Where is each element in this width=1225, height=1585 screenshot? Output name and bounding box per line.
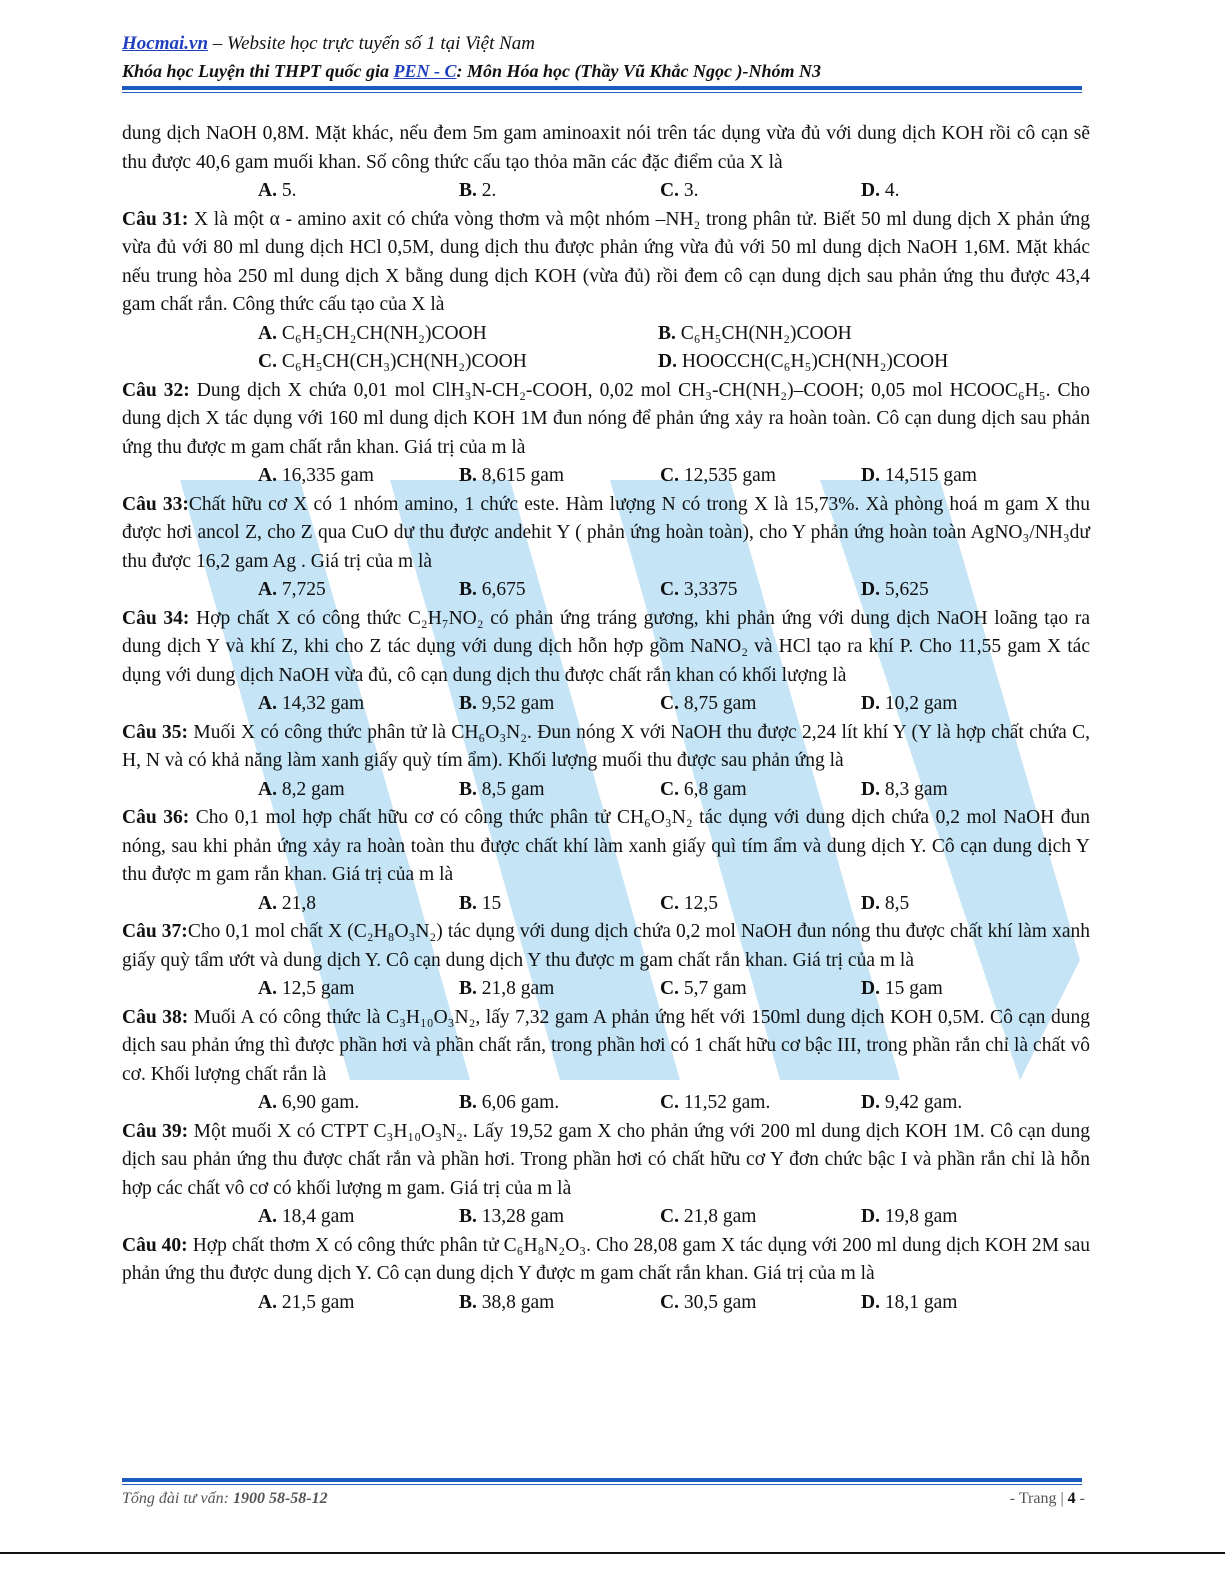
option-value: C₆H₅CH(NH₂)COOH bbox=[675, 322, 852, 344]
option-letter: C. bbox=[660, 693, 679, 714]
option-letter: B. bbox=[459, 978, 477, 999]
option-value: 18,1 gam bbox=[879, 1291, 958, 1313]
question-body: Muối X có công thức phân tử là CH₆O₃N₂. Đun nóng X với NaOH thu được 2,24 lít khí Y (Y là hợp chất chứa C, H, N và có khả năng làm xanh giấy quỳ tím ẩm). Khối lượng muối thu được sau phản ứng là bbox=[122, 721, 1091, 771]
answer-option[interactable] bbox=[459, 776, 660, 805]
option-letter: C. bbox=[660, 180, 679, 201]
bottom-divider bbox=[0, 1552, 1225, 1554]
option-letter: C. bbox=[660, 978, 679, 999]
option-value: 12,5 bbox=[678, 892, 718, 914]
answer-option[interactable] bbox=[861, 576, 1062, 605]
answer-option[interactable] bbox=[258, 177, 459, 206]
options-row bbox=[122, 1089, 1090, 1118]
question-label: Câu 35: bbox=[122, 721, 189, 743]
option-letter: B. bbox=[459, 892, 477, 914]
question-body: Cho 0,1 mol chất X (C₂H₈O₃N₂) tác dụng với dung dịch chứa 0,2 mol NaOH đun nóng thu được chất khí làm xanh giấy quỳ tẩm ướt và dung dịch Y. Cô cạn dung dịch Y thu được m gam chất rắn khan. Giá trị của m là bbox=[122, 921, 1090, 971]
page-number: 4 bbox=[1067, 1490, 1076, 1507]
option-value: HOOCCH(C₆H₅)CH(NH₂)COOH bbox=[676, 351, 949, 372]
answer-option[interactable] bbox=[258, 320, 658, 349]
option-letter: D. bbox=[861, 778, 880, 800]
header-line-1 bbox=[122, 30, 1082, 58]
question-body: dung dịch NaOH 0,8M. Mặt khác, nếu đem 5m gam aminoaxit nói trên tác dụng vừa đủ với dung dịch KOH rồi cô cạn sẽ thu được 40,6 gam muối khan. Số công thức cấu tạo thỏa mãn các đặc điểm của X là bbox=[122, 123, 1090, 173]
answer-option[interactable] bbox=[861, 1089, 1062, 1118]
answer-option[interactable] bbox=[459, 1089, 660, 1118]
hotline-number: 1900 58-58-12 bbox=[232, 1490, 328, 1507]
option-letter: B. bbox=[459, 180, 477, 201]
answer-option[interactable] bbox=[660, 975, 861, 1004]
option-letter: B. bbox=[459, 1206, 477, 1227]
header-rule-thick bbox=[122, 86, 1082, 90]
question-label: Câu 38: bbox=[122, 1006, 189, 1028]
answer-option[interactable] bbox=[459, 576, 660, 605]
question-body: X là một α - amino axit có chứa vòng thơm và một nhóm –NH₂ trong phân tử. Biết 50 ml dung dịch X phản ứng vừa đủ với 80 ml dung dịch HCl 0,5M, dung dịch thu được phản ứng vừa đủ với 50 ml dung dịch NaOH 1,6M. Mặt khác nếu trung hòa 250 ml dung dịch X bằng dung dịch KOH (vừa đủ) rồi đem cô cạn dung dịch sau phản ứng thu được 43,4 gam chất rắn. Công thức cấu tạo của X là bbox=[122, 208, 1091, 315]
option-value: 8,75 gam bbox=[678, 693, 757, 714]
answer-option[interactable] bbox=[658, 320, 1058, 349]
option-value: 14,32 gam bbox=[276, 693, 365, 714]
option-value: 21,8 gam bbox=[678, 1206, 757, 1227]
option-letter: D. bbox=[861, 180, 880, 201]
option-value: 3,3375 bbox=[678, 579, 738, 600]
footer-hotline bbox=[122, 1490, 328, 1508]
option-value: 12,535 gam bbox=[678, 465, 776, 486]
option-letter: D. bbox=[861, 693, 880, 714]
question-body: Dung dịch X chứa 0,01 mol ClH₃N-CH₂-COOH, 0,02 mol CH₃-CH(NH₂)–COOH; 0,05 mol HCOOC₆H₅. Cho dung dịch X tác dụng với 160 ml dung dịch KOH 1M đun nóng để phản ứng xảy ra hoàn toàn. Cô cạn dung dịch sau phản ứng thu được m gam chất rắn khan. Giá trị của m là bbox=[122, 379, 1090, 458]
question-label: Câu 40: bbox=[122, 1234, 188, 1256]
options-row bbox=[122, 890, 1090, 919]
answer-option[interactable] bbox=[861, 1203, 1062, 1232]
course-link[interactable]: PEN - C bbox=[393, 61, 457, 81]
page-suffix: - bbox=[1075, 1490, 1085, 1507]
question-label: Câu 34: bbox=[122, 607, 190, 629]
option-letter: A. bbox=[258, 1092, 277, 1113]
option-value: 18,4 gam bbox=[276, 1206, 355, 1227]
option-value: 21,8 bbox=[276, 892, 316, 914]
option-letter: A. bbox=[258, 693, 277, 714]
option-letter: B. bbox=[459, 693, 477, 714]
options-row bbox=[122, 576, 1090, 605]
answer-option[interactable] bbox=[861, 975, 1062, 1004]
option-letter: A. bbox=[258, 465, 277, 486]
answer-option[interactable] bbox=[658, 348, 1058, 377]
answer-option[interactable] bbox=[459, 890, 660, 919]
option-value: C₆H₅CH(CH₃)CH(NH₂)COOH bbox=[276, 351, 527, 372]
options-row bbox=[122, 776, 1090, 805]
answer-option[interactable] bbox=[258, 690, 459, 719]
answer-option[interactable] bbox=[861, 690, 1062, 719]
option-value: 38,8 gam bbox=[476, 1291, 555, 1313]
answer-option[interactable] bbox=[660, 776, 861, 805]
option-letter: A. bbox=[258, 180, 277, 201]
option-value: 6,8 gam bbox=[678, 778, 747, 800]
option-value: 16,335 gam bbox=[276, 465, 374, 486]
answer-option[interactable] bbox=[258, 1289, 459, 1318]
option-value: 9,42 gam. bbox=[879, 1092, 963, 1113]
footer-rule-thick bbox=[122, 1478, 1082, 1482]
answer-option[interactable] bbox=[258, 348, 658, 377]
option-letter: D. bbox=[861, 978, 880, 999]
option-value: 21,5 gam bbox=[276, 1291, 355, 1313]
option-letter: A. bbox=[258, 579, 277, 600]
answer-option[interactable] bbox=[459, 690, 660, 719]
option-letter: A. bbox=[258, 978, 277, 999]
answer-option[interactable] bbox=[660, 1089, 861, 1118]
option-letter: A. bbox=[258, 892, 277, 914]
answer-option[interactable] bbox=[861, 776, 1062, 805]
option-letter: D. bbox=[861, 1206, 880, 1227]
option-letter: C. bbox=[660, 778, 679, 800]
option-letter: C. bbox=[660, 1206, 679, 1227]
option-value: 8,5 gam bbox=[476, 778, 545, 800]
option-letter: D. bbox=[861, 465, 880, 486]
option-value: 19,8 gam bbox=[879, 1206, 958, 1227]
option-value: 12,5 gam bbox=[276, 978, 355, 999]
option-letter: D. bbox=[658, 351, 677, 372]
option-value: 8,5 bbox=[879, 892, 910, 914]
option-value: 6,06 gam. bbox=[476, 1092, 560, 1113]
header-tagline: – Website học trực tuyến số 1 tại Việt Nam bbox=[208, 33, 536, 54]
option-value: 11,52 gam. bbox=[678, 1092, 771, 1113]
option-value: 21,8 gam bbox=[476, 978, 555, 999]
option-letter: A. bbox=[258, 1206, 277, 1227]
option-value: 3. bbox=[678, 180, 699, 201]
page-label: - Trang | bbox=[1009, 1490, 1068, 1507]
option-value: 15 gam bbox=[879, 978, 943, 999]
answer-option[interactable] bbox=[660, 1203, 861, 1232]
question-text bbox=[122, 491, 1090, 577]
question-text bbox=[122, 804, 1090, 890]
footer-page-number bbox=[1010, 1490, 1085, 1508]
answer-option[interactable] bbox=[459, 1289, 660, 1318]
question-body: Hợp chất X có công thức C₂H₇NO₂ có phản ứng tráng gương, khi phản ứng với dung dịch NaOH loãng tạo ra dung dịch Y và khí Z, khi cho Z tác dụng với dung dịch hỗn hợp gồm NaNO₂ và HCl tạo ra khí P. Cho 11,55 gam X tác dụng với dung dịch NaOH vừa đủ, cô cạn dung dịch thu được chất rắn khan có khối lượng là bbox=[122, 607, 1090, 686]
answer-option[interactable] bbox=[258, 576, 459, 605]
answer-option[interactable] bbox=[459, 975, 660, 1004]
header-line-2 bbox=[122, 58, 1082, 84]
option-letter: C. bbox=[660, 1291, 679, 1313]
option-letter: A. bbox=[258, 322, 277, 344]
option-value: 14,515 gam bbox=[879, 465, 977, 486]
options-row bbox=[122, 348, 1090, 377]
answer-option[interactable] bbox=[861, 462, 1062, 491]
answer-option[interactable] bbox=[258, 776, 459, 805]
header-rule-thin bbox=[122, 92, 1082, 93]
options-row bbox=[122, 975, 1090, 1004]
option-value: 8,3 gam bbox=[879, 778, 948, 800]
answer-option[interactable] bbox=[258, 1203, 459, 1232]
answer-option[interactable] bbox=[258, 1089, 459, 1118]
question-body: Một muối X có CTPT C₃H₁₀O₃N₂. Lấy 19,52 gam X cho phản ứng với 200 ml dung dịch KOH 1M. Cô cạn dung dịch sau phản ứng thu được chất rắn và phần hơi. Trong phần hơi có chất hữu cơ Y đơn chức bậc I và phần rắn chỉ là hỗn hợp các chất vô cơ có khối lượng m gam. Giá trị của m là bbox=[122, 1120, 1090, 1199]
answer-option[interactable] bbox=[258, 975, 459, 1004]
option-value: 6,90 gam. bbox=[276, 1092, 360, 1113]
option-letter: A. bbox=[258, 1291, 277, 1313]
options-row bbox=[122, 1203, 1090, 1232]
option-value: 5. bbox=[276, 180, 297, 201]
option-letter: D. bbox=[861, 892, 880, 914]
answer-option[interactable] bbox=[861, 1289, 1062, 1318]
option-value: 8,615 gam bbox=[476, 465, 565, 486]
option-value: 15 bbox=[476, 892, 502, 914]
option-letter: B. bbox=[459, 1291, 477, 1313]
answer-option[interactable] bbox=[861, 177, 1062, 206]
option-letter: B. bbox=[459, 579, 477, 600]
question-body: Cho 0,1 mol hợp chất hữu cơ có công thức phân tử CH₆O₃N₂ tác dụng với dung dịch chứa 0,2 mol NaOH đun nóng, sau khi phản ứng xảy ra hoàn toàn thu được chất khí làm xanh giấy quì tím ẩm và dung dịch Y. Cô cạn dung dịch Y thu được m gam rắn khan. Giá trị của m là bbox=[122, 807, 1090, 885]
question-text bbox=[122, 918, 1090, 975]
answer-option[interactable] bbox=[258, 890, 459, 919]
option-value: 7,725 bbox=[276, 579, 326, 600]
answer-option[interactable] bbox=[459, 462, 660, 491]
answer-option[interactable] bbox=[660, 177, 861, 206]
answer-option[interactable] bbox=[861, 890, 1062, 919]
option-value: 5,7 gam bbox=[678, 978, 747, 999]
answer-option[interactable] bbox=[660, 1289, 861, 1318]
course-suffix: : Môn Hóa học (Thầy Vũ Khắc Ngọc )-Nhóm N3 bbox=[456, 61, 822, 81]
options-row bbox=[122, 690, 1090, 719]
answer-option[interactable] bbox=[660, 462, 861, 491]
question-body: Muối A có công thức là C₃H₁₀O₃N₂, lấy 7,32 gam A phản ứng hết với 150ml dung dịch KOH 0,5M. Cô cạn dung dịch sau phản ứng thì được phần hơi và phần chất rắn, trong phần hơi có 1 chất hữu cơ bậc III, trong phần rắn chỉ là chất vô cơ. Khối lượng chất rắn là bbox=[122, 1006, 1090, 1085]
option-letter: B. bbox=[459, 1092, 477, 1113]
question-body: Chất hữu cơ X có 1 nhóm amino, 1 chức este. Hàm lượng N có trong X là 15,73%. Xà phòng hoá m gam X thu được hơi ancol Z, cho Z qua CuO dư thu được andehit Y ( phản ứng hoàn toàn), cho Y phản ứng hoàn toàn AgNO₃/NH₃dư thu được 16,2 gam Ag . Giá trị của m là bbox=[122, 493, 1091, 572]
options-row bbox=[122, 320, 1090, 349]
question-text bbox=[122, 377, 1090, 463]
option-letter: B. bbox=[658, 322, 676, 344]
answer-option[interactable] bbox=[459, 1203, 660, 1232]
answer-option[interactable] bbox=[660, 576, 861, 605]
question-label: Câu 37: bbox=[122, 921, 188, 942]
question-label: Câu 32: bbox=[122, 379, 190, 401]
option-value: 8,2 gam bbox=[276, 778, 345, 800]
option-letter: C. bbox=[660, 1092, 679, 1113]
answer-option[interactable] bbox=[660, 690, 861, 719]
question-text bbox=[122, 719, 1090, 776]
question-text bbox=[122, 1118, 1090, 1204]
options-row bbox=[122, 177, 1090, 206]
option-value: 5,625 bbox=[879, 579, 929, 600]
answer-option[interactable] bbox=[258, 462, 459, 491]
option-letter: A. bbox=[258, 778, 277, 800]
page-header bbox=[122, 30, 1082, 84]
option-value: 10,2 gam bbox=[879, 693, 958, 714]
option-letter: D. bbox=[861, 579, 880, 600]
option-value: 13,28 gam bbox=[476, 1206, 565, 1227]
option-letter: B. bbox=[459, 465, 477, 486]
option-value: 6,675 bbox=[476, 579, 526, 600]
answer-option[interactable] bbox=[660, 890, 861, 919]
option-letter: C. bbox=[258, 351, 277, 372]
question-label: Câu 36: bbox=[122, 807, 190, 828]
option-letter: D. bbox=[861, 1092, 880, 1113]
option-value: 4. bbox=[879, 180, 900, 201]
answer-option[interactable] bbox=[459, 177, 660, 206]
option-letter: D. bbox=[861, 1291, 880, 1313]
option-value: 9,52 gam bbox=[476, 693, 555, 714]
brand-link[interactable]: Hocmai.vn bbox=[122, 33, 209, 54]
question-text bbox=[122, 206, 1090, 320]
question-text bbox=[122, 1004, 1090, 1090]
question-text bbox=[122, 120, 1090, 177]
question-text bbox=[122, 1232, 1090, 1289]
hotline-label: Tổng đài tư vấn: bbox=[122, 1490, 233, 1507]
question-label: Câu 31: bbox=[122, 208, 189, 230]
option-value: 2. bbox=[476, 180, 497, 201]
option-letter: C. bbox=[660, 579, 679, 600]
footer-rule-thin bbox=[122, 1484, 1082, 1485]
option-value: 30,5 gam bbox=[678, 1291, 757, 1313]
options-row bbox=[122, 462, 1090, 491]
options-row bbox=[122, 1289, 1090, 1318]
course-prefix: Khóa học Luyện thi THPT quốc gia bbox=[122, 61, 394, 81]
option-letter: C. bbox=[660, 892, 679, 914]
option-letter: C. bbox=[660, 465, 679, 486]
question-text bbox=[122, 605, 1090, 691]
option-value: C₆H₅CH₂CH(NH₂)COOH bbox=[276, 322, 487, 344]
question-label: Câu 33: bbox=[122, 493, 189, 515]
question-label: Câu 39: bbox=[122, 1120, 189, 1142]
option-letter: B. bbox=[459, 778, 477, 800]
question-body: Hợp chất thơm X có công thức phân tử C₆H₈N₂O₃. Cho 28,08 gam X tác dụng với 200 ml dung dịch KOH 2M sau phản ứng thu được dung dịch Y. Cô cạn dung dịch Y được m gam chất rắn khan. Giá trị của m là bbox=[122, 1234, 1091, 1284]
question-list bbox=[122, 120, 1090, 1317]
